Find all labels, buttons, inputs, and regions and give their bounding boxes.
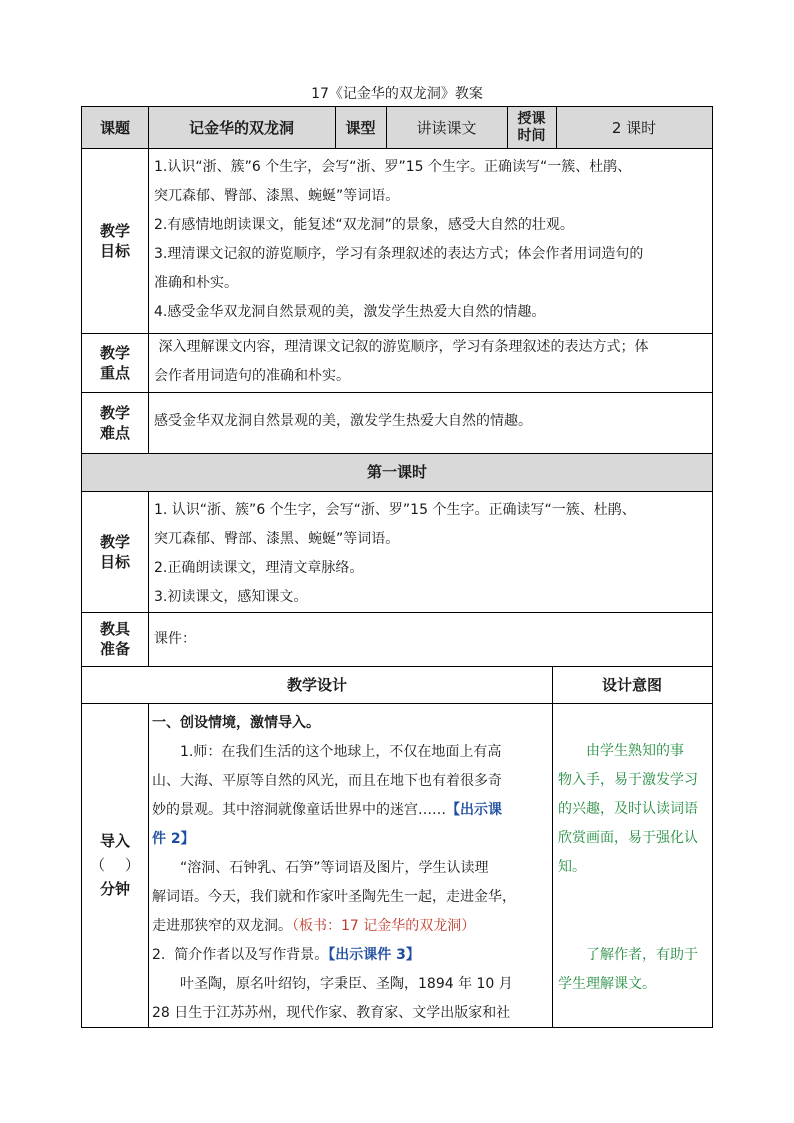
difficulties-text: 感受金华双龙洞自然景观的美，激发学生热爱大自然的情趣。 xyxy=(154,413,532,429)
intro-section-content: 一、创设情境，激情导入。 1.师：在我们生活的这个地球上，不仅在地面上有高 山、大海、平原等自然的风光，而且在地下也有着很多奇 妙的景观。其中溶洞就像童话世界中的迷宫……【出示课 件 2】 “溶洞、石钟乳、石笋”等词语及图片，学生认读理 解词语。今天，我们就和作家叶圣陶先生一起，走进金华， 走进那狭窄的双龙洞。（板书：17 记金华的双龙洞） 2. 简介作者以及写作背景。【出示课件 3】 叶圣陶，原名叶绍钧，字秉臣、圣陶，1894 年 10 月 28 日生于江苏苏州，现代作家、教育家、文学出版家和社 xyxy=(152,709,550,1028)
time-label: 授课 时间 xyxy=(517,110,546,144)
intro-heading: 一、创设情境，激情导入。 xyxy=(152,715,320,731)
intro-section-label: 导入 （ ） 分钟 xyxy=(90,832,140,898)
lesson1-title: 第一课时 xyxy=(366,463,427,481)
key-points-text: 深入理解课文内容，理清课文记叙的游览顺序，学习有条理叙述的表达方式；体 会作者用词造句的准确和朴实。 xyxy=(154,339,649,384)
design-column-header: 教学设计 xyxy=(286,675,347,694)
intent-column-header: 设计意图 xyxy=(601,675,662,694)
topic-label: 课题 xyxy=(99,118,130,137)
blackboard-note: （板书：17 记金华的双龙洞） xyxy=(292,918,476,934)
type-value: 讲读课文 xyxy=(416,118,477,137)
design-intent-note-2: 了解作者，有助于 学生理解课文。 xyxy=(558,947,698,992)
lesson-plan-table xyxy=(81,106,713,1028)
courseware-tag-3: 【出示课件 3】 xyxy=(328,947,420,963)
time-value: 2 课时 xyxy=(611,118,657,137)
type-label: 课型 xyxy=(345,118,376,137)
lesson1-goals-label: 教学 目标 xyxy=(99,532,130,571)
goals-text: 1.认识“浙、簇”6 个生字，会写“浙、罗”15 个生字。正确读写“一簇、杜鹃、 突兀森郁、臀部、漆黑、蜿蜒”等词语。 2.有感情地朗读课文，能复述“双龙洞”的景象，感受大自然的壮观。 3.理清课文记叙的游览顺序，学习有条理叙述的表达方式；体会作者用词造句的 准确和朴实。 4.感受金华双龙洞自然景观的美，激发学生热爱大自然的情趣。 xyxy=(154,159,644,320)
tools-text: 课件： xyxy=(154,631,196,647)
difficulties-label: 教学 难点 xyxy=(99,403,130,442)
key-points-label: 教学 重点 xyxy=(99,343,130,382)
goals-label: 教学 目标 xyxy=(99,221,130,260)
tools-label: 教具 准备 xyxy=(99,620,130,658)
lesson1-goals-text: 1. 认识“浙、簇”6 个生字，会写“浙、罗”15 个生字。正确读写“一簇、杜鹃、 突兀森郁、臀部、漆黑、蜿蜒”等词语。 2.正确朗读课文，理清文章脉络。 3.初读课文，感知课文。 xyxy=(154,502,636,605)
document-title: 17《记金华的双龙洞》教案 xyxy=(311,86,483,102)
courseware-tag-2: 【出示课 xyxy=(446,802,502,818)
topic-value: 记金华的双龙洞 xyxy=(188,118,294,137)
design-intent-note-1: 由学生熟知的事 物入手，易于激发学习 的兴趣，及时认读词语 欣赏画面，易于强化认 知。 xyxy=(558,743,698,875)
